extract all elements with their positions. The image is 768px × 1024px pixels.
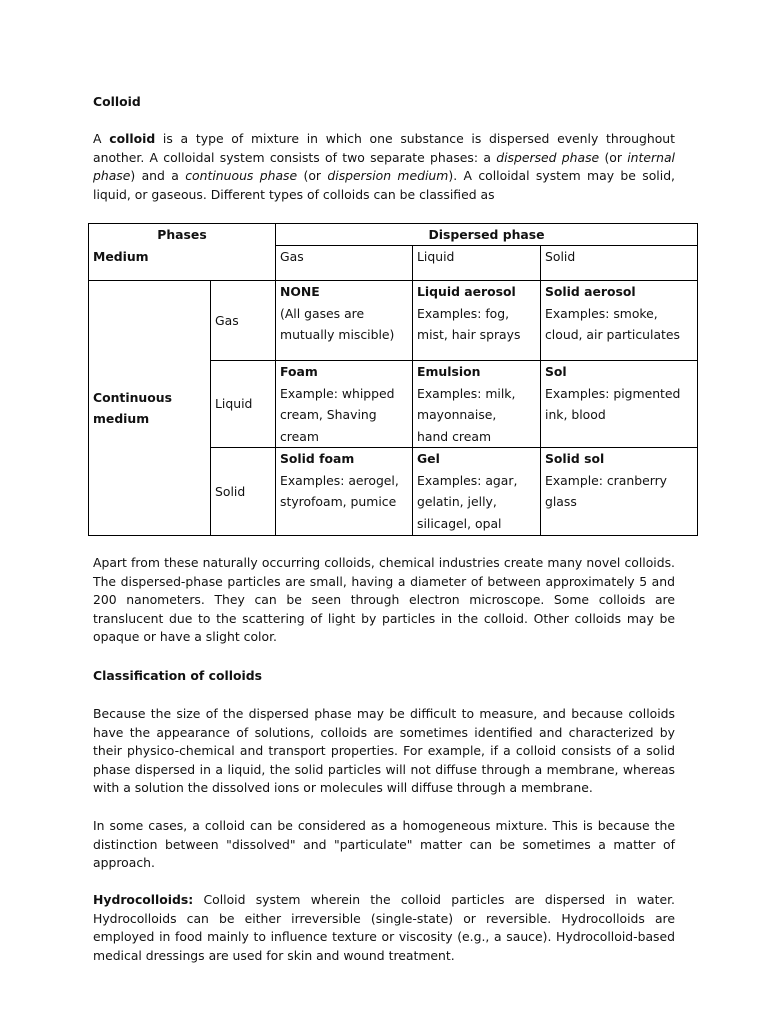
cell-solid-gas — [276, 448, 413, 536]
hydrocolloids-label: Hydrocolloids: — [93, 892, 194, 907]
page-title: Colloid — [93, 94, 141, 109]
cell-line: ink, blood — [545, 407, 606, 422]
cell-gas-solid — [541, 281, 698, 361]
continuous-label: Continuous — [93, 389, 172, 405]
cell-line: gelatin, jelly, — [417, 494, 497, 509]
hydrocolloids-paragraph — [93, 891, 675, 965]
cell-line: glass — [545, 494, 577, 509]
cell-line: Example: whipped — [280, 385, 395, 401]
cell-line: (All gases are — [280, 305, 365, 321]
intro-text-1: is a type of mixture in which one substance is dispersed evenly throughout another. A colloidal system consists of two separate phases: a — [93, 131, 675, 165]
medium-label: Medium — [93, 248, 149, 264]
dispersed-phase-term: dispersed phase — [496, 149, 600, 165]
intro-text-3: ) and a — [130, 168, 186, 184]
hydrocolloids-text: Colloid system wherein the colloid particles are dispersed in water. Hydrocolloids can be either irreversible (single-state) or reversible. Hydrocolloids are employed in food mainly to influence texture or viscosity (e.g., a sauce). Hydrocolloid-based medical dressings are used for skin and wound treatment. — [93, 892, 675, 963]
intro-text-a: A — [93, 131, 110, 146]
continuous-phase-term: continuous phase — [185, 168, 298, 184]
because-paragraph: Because the size of the dispersed phase may be difficult to measure, and because colloids have the appearance of solutions, colloids are sometimes identified and characterized by their physico-chemical and transport properties. For example, if a colloid consists of a solid phase dispersed in a liquid, the solid particles will not diffuse through a membrane, whereas with a solution the dissolved ions or molecules will diffuse through a membrane. — [93, 706, 675, 796]
cell-title: Solid foam — [280, 451, 355, 466]
phases-medium-header — [89, 224, 276, 281]
cell-title: Liquid aerosol — [417, 284, 516, 299]
column-liquid: Liquid — [413, 246, 541, 280]
cell-line: cream — [280, 428, 319, 444]
intro-text-4: (or — [297, 168, 328, 184]
cell-line: mist, hair sprays — [417, 327, 521, 342]
internal-phase-term: internal phase — [93, 149, 675, 184]
row-medium-gas: Gas — [211, 281, 276, 361]
cell-title: Emulsion — [417, 364, 481, 379]
cell-gas-gas — [276, 281, 413, 361]
cell-line: Examples: fog, — [417, 305, 510, 321]
continuous-medium-cell — [89, 281, 211, 536]
cell-gas-liquid — [413, 281, 541, 361]
cell-title: Foam — [280, 364, 318, 379]
classification-heading: Classification of colloids — [93, 668, 262, 683]
cell-line: Examples: pigmented — [545, 385, 681, 401]
cell-line: Example: cranberry — [545, 472, 668, 488]
intro-text-2: (or — [599, 149, 628, 165]
cell-solid-solid — [541, 448, 698, 536]
cell-line: Examples: agar, — [417, 472, 518, 488]
dispersed-phase-label: Dispersed phase — [276, 224, 697, 246]
cell-liquid-solid — [541, 361, 698, 448]
cell-line: cream, Shaving — [280, 407, 377, 422]
colloid-types-table — [88, 223, 698, 536]
cell-title: Solid sol — [545, 451, 605, 466]
cell-title: Gel — [417, 451, 440, 466]
intro-text-5: ). A colloidal system may be solid, liquid, or gaseous. Different types of colloids can be classified as — [93, 168, 675, 202]
dispersed-phase-header — [276, 224, 698, 281]
homogeneous-paragraph: In some cases, a colloid can be considered as a homogeneous mixture. This is because the distinction between "dissolved" and "particulate" matter can be sometimes a matter of approach. — [93, 818, 675, 871]
cell-title: Sol — [545, 364, 567, 379]
medium-word-label: medium — [93, 411, 150, 426]
cell-line: hand cream — [417, 428, 492, 444]
cell-line: Examples: smoke, — [545, 305, 658, 321]
cell-liquid-gas — [276, 361, 413, 448]
cell-line: mayonnaise, — [417, 407, 497, 422]
cell-line: cloud, air particulates — [545, 327, 680, 342]
cell-title: NONE — [280, 284, 320, 299]
cell-line: Examples: milk, — [417, 385, 516, 401]
cell-title: Solid aerosol — [545, 284, 636, 299]
column-solid: Solid — [545, 249, 576, 264]
colloid-term: colloid — [109, 131, 156, 146]
phases-label: Phases — [157, 227, 207, 242]
intro-paragraph — [93, 130, 675, 204]
cell-line: Examples: aerogel, — [280, 472, 399, 488]
cell-line: silicagel, opal — [417, 515, 502, 531]
cell-solid-liquid — [413, 448, 541, 536]
cell-liquid-liquid — [413, 361, 541, 448]
apart-paragraph: Apart from these naturally occurring colloids, chemical industries create many novel colloids. The dispersed-phase particles are small, having a diameter of between approximately 5 and 200 nanometers. They can be seen through electron microscope. Some colloids are translucent due to the scattering of light by particles in the colloid. Other colloids may be opaque or have a slight color. — [93, 555, 675, 645]
cell-line: styrofoam, pumice — [280, 494, 397, 509]
column-gas: Gas — [276, 246, 413, 280]
row-medium-liquid: Liquid — [211, 361, 276, 448]
dispersion-medium-term: dispersion medium — [327, 168, 449, 184]
row-medium-solid: Solid — [211, 448, 276, 536]
cell-line: mutually miscible) — [280, 327, 395, 342]
